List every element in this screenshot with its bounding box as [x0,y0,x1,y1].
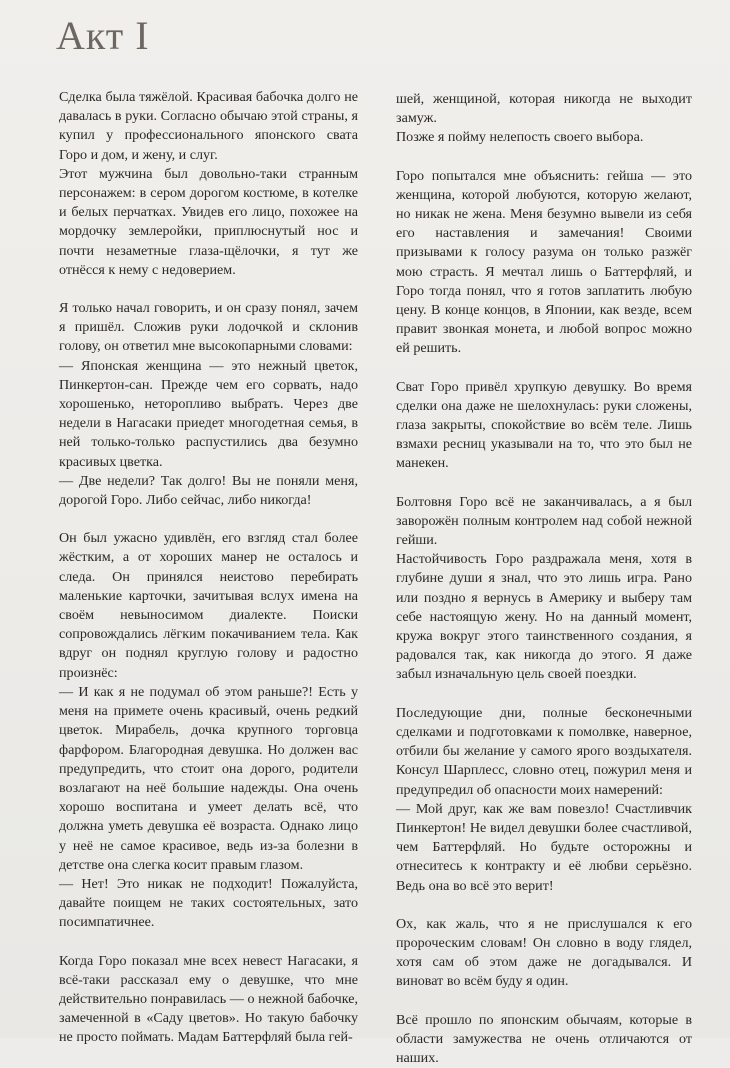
paragraph: — И как я не подумал об этом раньше?! Есть у меня на примете очень красивый, очень редкий цветок. Мирабель, дочка крупного торговца фарфором. Благородная девушка. Но должен вас предупредить, что стоит она дорого, родители возлагают на неё большие надежды. Она очень хорошо воспитана и умеет делать всё, что должна уметь девушка её возраста. Однако лицо у неё не самое красивое, ведь из-за болезни в детстве она слегка косит правым глазом. [59,683,358,873]
left-text-column [59,88,358,1048]
paragraph: Настойчивость Горо раздражала меня, хотя в глубине души я знал, что это лишь игра. Рано или поздно я вернусь в Америку и выберу там себе настоящую жену. Но на данный момент, кружа вокруг этого таинственного создания, я радовался так, как никогда до этого. Я даже забыл изначальную цель своей поездки. [396,551,692,683]
paragraph: Этот мужчина был довольно-таки странным персонажем: в сером дорогом костюме, в котелке и белых перчатках. Увидев его лицо, похожее на мордочку землеройки, приплюснутый нос и почти незаметные глаза-щёлочки, я тут же отнёсся к нему с недоверием. [59,165,358,278]
paragraph: — Две недели? Так долго! Вы не поняли меня, дорогой Горо. Либо сейчас, либо никогда! [59,472,358,509]
paragraph: Горо попытался мне объяснить: гейша — это женщина, которой любуются, которую желают, но никак не жена. Меня безумно вывели из себя его наставления и замечания! Своими призывами к голосу разума он только разжёг мою страсть. Я мечтал лишь о Баттерфляй, и Горо тогда понял, что я готов заплатить любую цену. В конце концов, в Японии, как везде, всем правит звонкая монета, и любой вопрос можно ей решить. [396,167,692,357]
paragraph: шей, женщиной, которая никогда не выходит замуж. [396,91,692,127]
right-text-column [396,90,692,1068]
paragraph: Когда Горо показал мне всех невест Нагасаки, я всё-таки рассказал ему о девушке, что мне действительно понравилась — о нежной бабочке, замеченной в «Саду цветов». Но такую бабочку не просто поймать. Мадам Баттерфляй была гей- [59,952,358,1046]
paragraph: Болтовня Горо всё не заканчивалась, а я был заворожён полным контролем над собой нежной гейши. [396,493,692,549]
paragraph: Он был ужасно удивлён, его взгляд стал более жёстким, а от хороших манер не осталось и следа. Он принялся неистово перебирать маленькие карточки, зачитывая вслух имена на своём невыносимом диалекте. Поиски сопровождались лёгким покачиванием тела. Как вдруг он поднял круглую голову и радостно произнёс: [59,530,358,681]
paragraph: Всё прошло по японским обычаям, которые в области замужества не очень отличаются от наших. [396,1011,692,1066]
chapter-title: Акт I [56,13,150,58]
paragraph: Позже я пойму нелепость своего выбора. [396,129,644,146]
paragraph: Сват Горо привёл хрупкую девушку. Во время сделки она даже не шелохнулась: руки сложены, глаза закрыты, спокойствие во всём теле. Лишь взмахи ресниц указывали на то, что это был не манекен. [396,378,692,472]
paragraph: Последующие дни, полные бесконечными сделками и подготовками к помолвке, наверное, отбили бы желание у самого ярого воздыхателя. Консул Шарплесс, словно отец, пожурил меня и предупредил об опасности моих намерений: [396,704,692,798]
paragraph: Ох, как жаль, что я не прислушался к его пророческим словам! Он словно в воду глядел, хотя сам об этом даже не догадывался. И виноват во всём буду я один. [396,915,692,990]
paragraph: Сделка была тяжёлой. Красивая бабочка долго не давалась в руки. Согласно обычаю этой страны, я купил у профессионального японского свата Горо и дом, и жену, и слуг. [59,89,358,163]
paragraph: — Японская женщина — это нежный цветок, Пинкертон-сан. Прежде чем его сорвать, надо хорошенько, неторопливо выбрать. Через две недели в Нагасаки приедет многодетная семья, в ней только-только распустились два безумно красивых цветка. [59,357,358,470]
paragraph: — Мой друг, как же вам повезло! Счастливчик Пинкертон! Не видел девушки более счастливой, чем Баттерфляй. Но будьте осторожны и отнеситесь к контракту и её любви серьёзно. Ведь она во всё это верит! [396,800,692,894]
paragraph: Я только начал говорить, и он сразу понял, зачем я пришёл. Сложив руки лодочкой и склонив голову, он ответил мне высокопарными словами: [59,300,358,355]
paragraph: — Нет! Это никак не подходит! Пожалуйста, давайте поищем не таких состоятельных, зато посимпатичнее. [59,875,358,931]
